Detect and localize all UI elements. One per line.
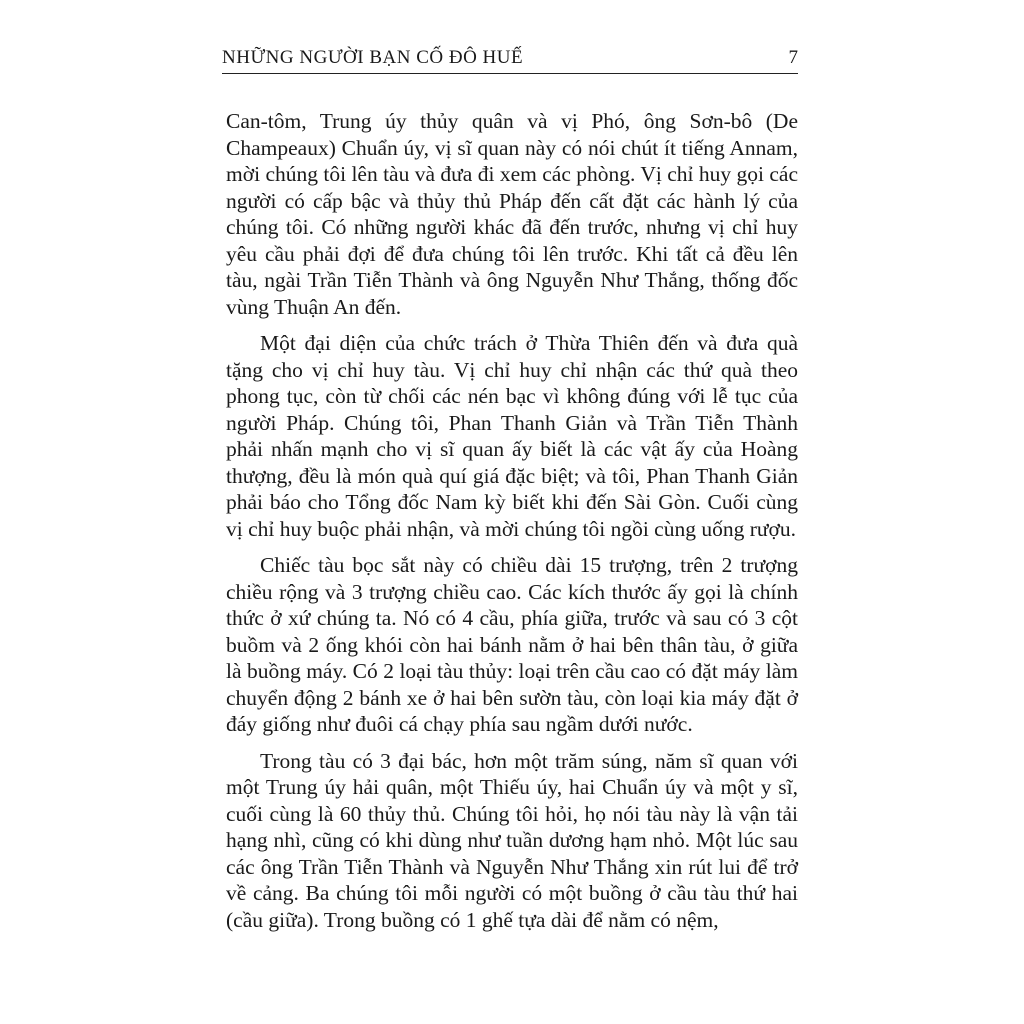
- paragraph: Can-tôm, Trung úy thủy quân và vị Phó, ông Sơn-bô (De Champeaux) Chuẩn úy, vị sĩ quan này có nói chút ít tiếng Annam, mời chúng tôi lên tàu và đưa đi xem các phòng. Vị chỉ huy gọi các người có cấp bậc và thủy thủ Pháp đến cất đặt các hành lý của chúng tôi. Có những người khác đã đến trước, nhưng vị chỉ huy yêu cầu phải đợi để đưa chúng tôi lên trước. Khi tất cả đều lên tàu, ngài Trần Tiễn Thành và ông Nguyễn Như Thắng, thống đốc vùng Thuận An đến.: [226, 109, 798, 319]
- running-header: [222, 44, 798, 72]
- paragraph: Chiếc tàu bọc sắt này có chiều dài 15 trượng, trên 2 trượng chiều rộng và 3 trượng chiều cao. Các kích thước ấy gọi là chính thức ở xứ chúng ta. Nó có 4 cầu, phía giữa, trước và sau có 3 cột buồm và 2 ống khói còn hai bánh nằm ở hai bên thân tàu, ở giữa là buồng máy. Có 2 loại tàu thủy: loại trên cầu cao có đặt máy làm chuyển động 2 bánh xe ở hai bên sườn tàu, còn loại kia máy đặt ở đáy giống như đuôi cá chạy phía sau ngầm dưới nước.: [226, 553, 798, 736]
- page-number: 7: [788, 47, 798, 68]
- header-rule: [222, 73, 798, 74]
- body-text: [226, 108, 798, 943]
- paragraph: Trong tàu có 3 đại bác, hơn một trăm súng, năm sĩ quan với một Trung úy hải quân, một Thiếu úy, hai Chuẩn úy và một y sĩ, cuối cùng là 60 thủy thủ. Chúng tôi hỏi, họ nói tàu này là vận tải hạng nhì, cũng có khi dùng như tuần dương hạm nhỏ. Một lúc sau các ông Trần Tiễn Thành và Nguyễn Như Thắng xin rút lui để trở về cảng. Ba chúng tôi mỗi người có một buồng ở cầu tàu thứ hai (cầu giữa). Trong buồng có 1 ghế tựa dài để nằm có nệm,: [226, 748, 798, 932]
- running-header-title: NHỮNG NGƯỜI BẠN CỐ ĐÔ HUẾ: [222, 47, 524, 68]
- paragraph: Một đại diện của chức trách ở Thừa Thiên đến và đưa quà tặng cho vị chỉ huy tàu. Vị chỉ huy chỉ nhận các thứ quà theo phong tục, còn từ chối các nén bạc vì không đúng với lễ tục của người Pháp. Chúng tôi, Phan Thanh Giản và Trần Tiễn Thành phải nhấn mạnh cho vị sĩ quan ấy biết là các vật ấy của Hoàng thượng, đều là món quà quí giá đặc biệt; và tôi, Phan Thanh Giản phải báo cho Tổng đốc Nam kỳ biết khi đến Sài Gòn. Cuối cùng vị chỉ huy buộc phải nhận, và mời chúng tôi ngồi cùng uống rượu.: [226, 331, 798, 541]
